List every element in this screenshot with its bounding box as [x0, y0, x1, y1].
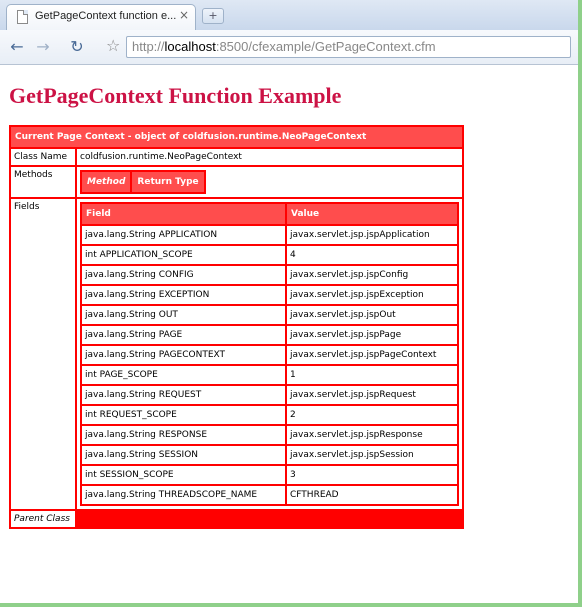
field-name: int SESSION_SCOPE	[82, 466, 285, 484]
table-row	[82, 326, 457, 344]
field-value: javax.servlet.jsp.jspApplication	[287, 226, 457, 244]
parent-class-value	[77, 511, 462, 527]
field-value: 2	[287, 406, 457, 424]
browser-tab[interactable]	[6, 4, 196, 30]
table-row	[82, 406, 457, 424]
class-name-value: coldfusion.runtime.NeoPageContext	[77, 149, 462, 165]
field-value: 3	[287, 466, 457, 484]
table-row	[82, 286, 457, 304]
field-name: java.lang.String RESPONSE	[82, 426, 285, 444]
table-row	[82, 426, 457, 444]
new-tab-button[interactable]: +	[202, 8, 224, 24]
page-icon	[17, 10, 28, 24]
field-value: javax.servlet.jsp.jspConfig	[287, 266, 457, 284]
field-value: javax.servlet.jsp.jspException	[287, 286, 457, 304]
field-value: 4	[287, 246, 457, 264]
fields-label: Fields	[11, 199, 75, 509]
field-value: 1	[287, 366, 457, 384]
field-name: int PAGE_SCOPE	[82, 366, 285, 384]
table-row	[82, 366, 457, 384]
field-value: javax.servlet.jsp.jspResponse	[287, 426, 457, 444]
return-type-column-header[interactable]: Return Type	[132, 172, 203, 192]
field-name: java.lang.String CONFIG	[82, 266, 285, 284]
dump-header[interactable]: Current Page Context - object of coldfusion.runtime.NeoPageContext	[11, 127, 462, 147]
table-row	[82, 306, 457, 324]
field-name: java.lang.String PAGECONTEXT	[82, 346, 285, 364]
back-icon[interactable]: ←	[10, 37, 24, 56]
method-column-header[interactable]: Method	[82, 172, 130, 192]
table-row	[82, 386, 457, 404]
close-icon[interactable]: ×	[179, 8, 190, 22]
reload-icon[interactable]: ↻	[70, 37, 84, 56]
field-value: javax.servlet.jsp.jspSession	[287, 446, 457, 464]
url-host: localhost	[164, 39, 216, 54]
forward-icon[interactable]: →	[36, 37, 50, 56]
table-row	[82, 466, 457, 484]
url-scheme: http://	[132, 39, 165, 54]
fields-table	[80, 202, 459, 506]
parent-class-label[interactable]: Parent Class	[11, 511, 75, 527]
field-value: javax.servlet.jsp.jspPage	[287, 326, 457, 344]
tab-title: GetPageContext function e...	[35, 10, 177, 22]
table-row	[82, 226, 457, 244]
fields-cell	[77, 199, 462, 509]
table-row	[82, 246, 457, 264]
field-name: java.lang.String EXCEPTION	[82, 286, 285, 304]
page-context-dump	[9, 125, 464, 529]
table-row	[82, 266, 457, 284]
field-value: javax.servlet.jsp.jspOut	[287, 306, 457, 324]
field-name: java.lang.String OUT	[82, 306, 285, 324]
page-title: GetPageContext Function Example	[9, 83, 342, 108]
table-row	[82, 346, 457, 364]
field-name: java.lang.String REQUEST	[82, 386, 285, 404]
methods-label: Methods	[11, 167, 75, 197]
field-name: java.lang.String SESSION	[82, 446, 285, 464]
field-column-header[interactable]: Field	[82, 204, 285, 224]
toolbar	[0, 30, 578, 65]
field-name: int REQUEST_SCOPE	[82, 406, 285, 424]
class-name-label: Class Name	[11, 149, 75, 165]
field-value: javax.servlet.jsp.jspPageContext	[287, 346, 457, 364]
methods-cell	[77, 167, 462, 197]
field-name: java.lang.String THREADSCOPE_NAME	[82, 486, 285, 504]
value-column-header[interactable]: Value	[287, 204, 457, 224]
field-value: CFTHREAD	[287, 486, 457, 504]
methods-table	[80, 170, 206, 194]
field-name: java.lang.String APPLICATION	[82, 226, 285, 244]
star-icon[interactable]: ☆	[106, 36, 121, 55]
tab-strip	[0, 0, 578, 30]
url-path: :8500/cfexample/GetPageContext.cfm	[215, 39, 436, 54]
table-row	[82, 486, 457, 504]
field-name: java.lang.String PAGE	[82, 326, 285, 344]
field-value: javax.servlet.jsp.jspRequest	[287, 386, 457, 404]
field-name: int APPLICATION_SCOPE	[82, 246, 285, 264]
address-bar[interactable]	[126, 36, 571, 58]
table-row	[82, 446, 457, 464]
